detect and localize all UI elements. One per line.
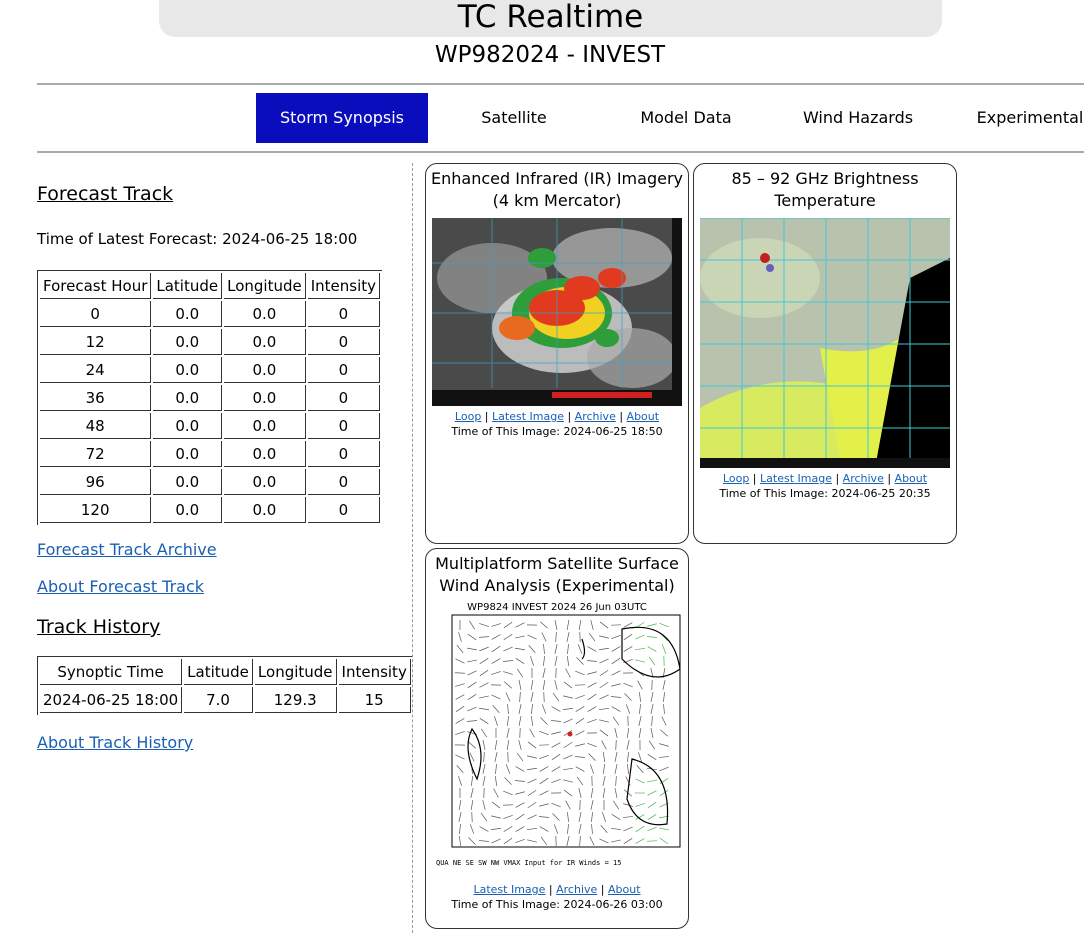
table-row: [40, 413, 380, 439]
cell: 0: [308, 413, 380, 439]
cell: 0: [308, 441, 380, 467]
col-intensity: Intensity: [308, 273, 380, 299]
wind-plot-header: WP9824 INVEST 2024 26 Jun 03UTC: [467, 602, 647, 613]
wind-latest-image-link[interactable]: Latest Image: [473, 883, 546, 896]
cell: 36: [40, 385, 151, 411]
ir-image-time: Time of This Image: 2024-06-25 18:50: [451, 425, 663, 438]
wind-image[interactable]: [432, 599, 682, 879]
col-latitude: Latitude: [153, 273, 222, 299]
cell: 129.3: [255, 687, 337, 713]
wind-card-links: Latest Image | Archive | About: [473, 883, 641, 896]
track-history-heading: Track History: [37, 616, 161, 638]
col-synoptic-time: Synoptic Time: [40, 659, 182, 685]
cell: 0.0: [153, 413, 222, 439]
ir-card-links: Loop | Latest Image | Archive | About: [454, 410, 660, 423]
cell: 0.0: [224, 301, 306, 327]
tab-model-data[interactable]: Model Data: [640, 108, 732, 127]
table-row: [40, 497, 380, 523]
cell: 15: [339, 687, 411, 713]
mw-latest-image-link[interactable]: Latest Image: [760, 472, 832, 485]
history-table: [37, 656, 413, 715]
wind-image-time: Time of This Image: 2024-06-26 03:00: [451, 898, 663, 911]
table-row: [40, 357, 380, 383]
cell: 0: [308, 357, 380, 383]
tab-satellite[interactable]: Satellite: [481, 108, 547, 127]
cell: 0.0: [153, 469, 222, 495]
table-row: [40, 687, 411, 713]
cell: 0.0: [153, 385, 222, 411]
cell: 2024-06-25 18:00: [40, 687, 182, 713]
cell: 0: [308, 497, 380, 523]
cell: 0.0: [224, 441, 306, 467]
ir-loop-link[interactable]: Loop: [454, 410, 482, 423]
cell: 0: [308, 329, 380, 355]
wind-about-link[interactable]: About: [608, 883, 641, 896]
cell: 0: [308, 301, 380, 327]
mw-image-graphic: [700, 218, 950, 468]
forecast-latest-time: Time of Latest Forecast: 2024-06-25 18:00: [37, 230, 358, 248]
forecast-track-archive-link[interactable]: Forecast Track Archive: [37, 540, 217, 559]
table-row: [40, 385, 380, 411]
cell: 120: [40, 497, 151, 523]
mw-image-time: Time of This Image: 2024-06-25 20:35: [719, 487, 931, 500]
about-forecast-track-link[interactable]: About Forecast Track: [37, 577, 205, 596]
divider-top: [37, 83, 1084, 85]
cell: 0.0: [153, 497, 222, 523]
cell: 0.0: [224, 469, 306, 495]
forecast-table-header: [40, 273, 380, 299]
table-row: [40, 469, 380, 495]
cell: 0.0: [224, 357, 306, 383]
site-title: TC Realtime: [159, 0, 942, 37]
ir-archive-link[interactable]: Archive: [574, 410, 616, 423]
cell: 7.0: [184, 687, 253, 713]
cell: 72: [40, 441, 151, 467]
column-divider: [412, 163, 413, 933]
col-intensity: Intensity: [339, 659, 411, 685]
ir-latest-image-link[interactable]: Latest Image: [492, 410, 564, 423]
divider-nav: [37, 151, 1084, 153]
wind-analysis-card: [425, 548, 689, 929]
mw-image[interactable]: [700, 218, 950, 468]
ir-image-graphic: [432, 218, 682, 406]
col-longitude: Longitude: [255, 659, 337, 685]
table-row: [40, 329, 380, 355]
forecast-table: [37, 270, 382, 525]
tab-experimental[interactable]: Experimental: [976, 108, 1084, 127]
ir-imagery-card: [425, 163, 689, 544]
cell: 0: [40, 301, 151, 327]
cell: 0.0: [153, 301, 222, 327]
left-column: [37, 170, 407, 752]
col-latitude: Latitude: [184, 659, 253, 685]
forecast-track-heading: Forecast Track: [37, 183, 174, 205]
cell: 0.0: [153, 329, 222, 355]
col-longitude: Longitude: [224, 273, 306, 299]
mw-card-title: 85 – 92 GHz Brightness Temperature: [731, 169, 919, 210]
about-track-history-link[interactable]: About Track History: [37, 733, 194, 752]
ir-card-title: Enhanced Infrared (IR) Imagery (4 km Mercator): [431, 169, 683, 210]
col-forecast-hour: Forecast Hour: [40, 273, 151, 299]
mw-archive-link[interactable]: Archive: [842, 472, 884, 485]
cell: 0: [308, 385, 380, 411]
ir-image[interactable]: [432, 218, 682, 406]
cell: 12: [40, 329, 151, 355]
wind-archive-link[interactable]: Archive: [556, 883, 598, 896]
cell: 0.0: [153, 441, 222, 467]
microwave-card: [693, 163, 957, 544]
cell: 0.0: [224, 497, 306, 523]
cell: 0.0: [224, 385, 306, 411]
cell: 48: [40, 413, 151, 439]
cell: 24: [40, 357, 151, 383]
table-row: [40, 301, 380, 327]
storm-id: WP982024 - INVEST: [434, 42, 666, 68]
mw-card-links: Loop | Latest Image | Archive | About: [722, 472, 928, 485]
cell: 0.0: [224, 329, 306, 355]
cell: 0: [308, 469, 380, 495]
mw-loop-link[interactable]: Loop: [722, 472, 750, 485]
tab-wind-hazards[interactable]: Wind Hazards: [802, 108, 914, 127]
table-row: [40, 441, 380, 467]
wind-plot-footer: QUA NE SE SW NW VMAX Input for IR Winds = 15: [436, 859, 622, 867]
wind-card-title: Multiplatform Satellite Surface Wind Analysis (Experimental): [435, 554, 679, 595]
wind-image-graphic: [432, 599, 682, 879]
cell: 0.0: [224, 413, 306, 439]
history-table-header: [40, 659, 411, 685]
nav-tabs: [256, 93, 1084, 143]
ir-about-link[interactable]: About: [626, 410, 660, 423]
tab-storm-synopsis[interactable]: Storm Synopsis: [256, 93, 428, 143]
mw-about-link[interactable]: About: [894, 472, 928, 485]
cell: 96: [40, 469, 151, 495]
cell: 0.0: [153, 357, 222, 383]
